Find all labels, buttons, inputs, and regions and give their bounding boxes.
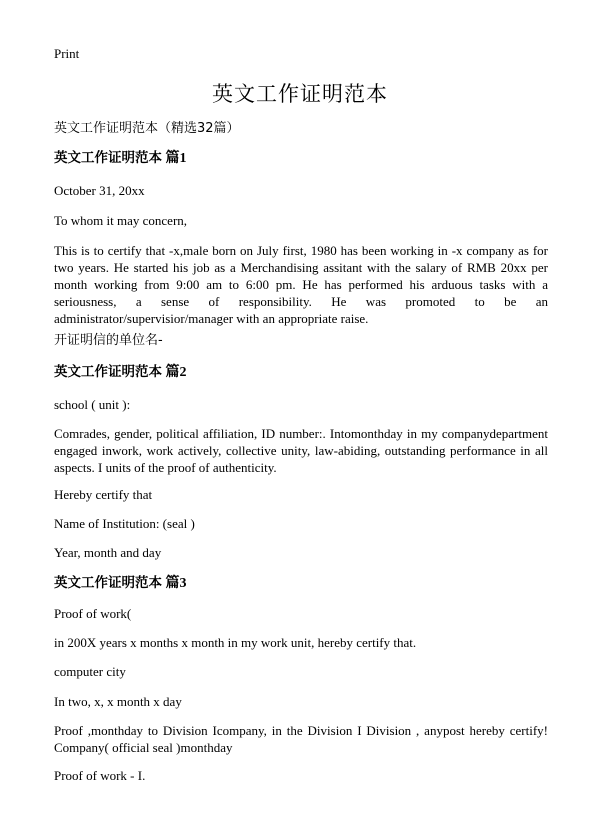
paragraph: in 200X years x months x month in my work unit, hereby certify that. (54, 635, 417, 650)
section-heading (54, 575, 548, 592)
paragraph: Proof of work - I. (54, 768, 146, 783)
paragraph: computer city (54, 664, 126, 679)
print-link[interactable]: Print (54, 46, 80, 61)
section-heading-title: 英文工作证明范本 (54, 150, 162, 166)
paragraph: Name of Institution: (seal ) (54, 516, 195, 531)
section-heading (54, 150, 548, 167)
paragraph: Proof ,monthday to Division Icompany, in the Division I Division , anypost hereby certify! Company( official seal )monthday (54, 723, 548, 755)
paragraph: Proof of work( (54, 606, 132, 621)
section-heading-title: 英文工作证明范本 (54, 575, 162, 591)
section-heading-number: 篇1 (165, 151, 187, 166)
paragraph: Hereby certify that (54, 487, 153, 502)
section-heading-number: 篇2 (165, 365, 187, 380)
paragraph: Year, month and day (54, 545, 162, 560)
paragraph: 开证明信的单位名- (54, 333, 163, 348)
paragraph: school ( unit ): (54, 397, 131, 412)
document-title: 英文工作证明范本 (212, 82, 388, 106)
section-heading (54, 364, 548, 381)
paragraph: In two, x, x month x day (54, 694, 182, 709)
section-heading-number: 篇3 (165, 576, 187, 591)
paragraph: This is to certify that -x,male born on July first, 1980 has been working in -x company as for two years. He started his job as a Merchandising assitant with the salary of RMB 20xx per month working from 9:00 am to 6:00 pm. He has performed his arduous tasks with a seriousness, a sense of responsibility. He was promoted to be an administrator/supervisior/manager with an appropriate raise. (54, 243, 548, 326)
paragraph: To whom it may concern, (54, 213, 188, 228)
paragraph: October 31, 20xx (54, 183, 145, 198)
section-heading-title: 英文工作证明范本 (54, 364, 162, 380)
paragraph: Comrades, gender, political affiliation, ID number:. Intomonthday in my companydepartment engaged inwork, work actively, collective unity, law-abiding, outstanding performance in all aspects. I units of the proof of authenticity. (54, 426, 548, 475)
document-subtitle: 英文工作证明范本（精选32篇） (54, 121, 240, 136)
